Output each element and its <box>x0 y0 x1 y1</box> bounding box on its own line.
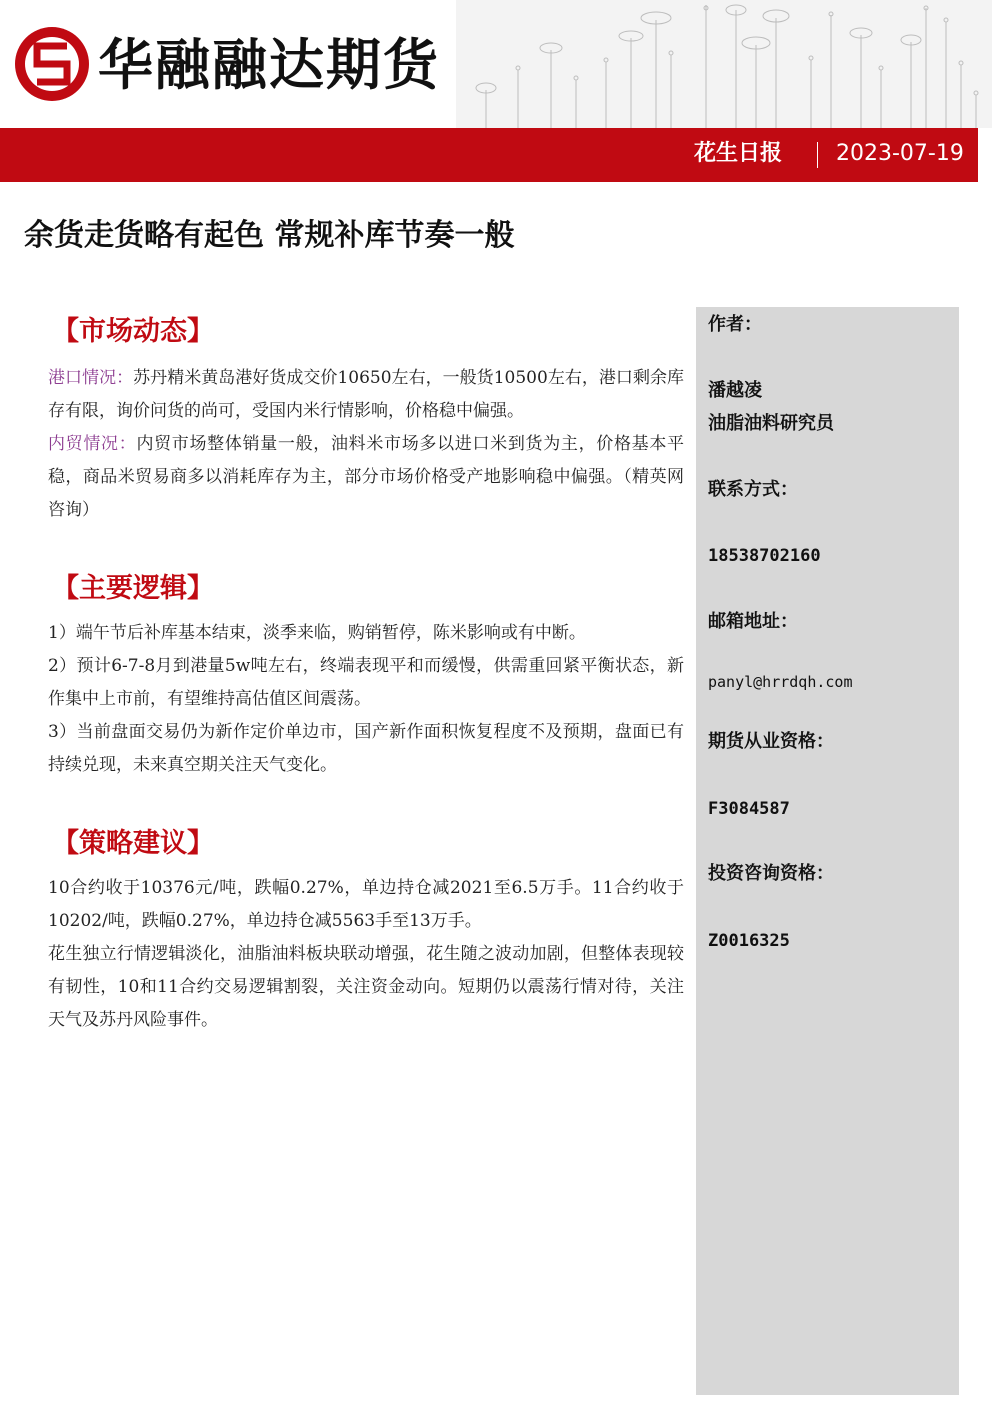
decorative-pattern <box>456 0 992 128</box>
author-sidebar <box>696 307 959 1395</box>
domestic-text: 内贸市场整体销量一般，油料米市场多以进口米到货为主，价格基本平稳，商品米贸易商多以消耗库存为主，部分市场价格受产地影响稳中偏强。（精英网咨询） <box>48 434 685 520</box>
market-port-paragraph <box>48 362 684 428</box>
company-logo-icon <box>12 24 92 104</box>
header-banner <box>0 128 978 182</box>
author-title: 油脂油料研究员 <box>708 413 834 434</box>
advisory-label: 投资咨询资格： <box>708 863 834 884</box>
market-domestic-paragraph <box>48 428 684 527</box>
domestic-label: 内贸情况： <box>48 434 137 454</box>
section-heading-strategy: 【策略建议】 <box>52 828 214 859</box>
port-text: 苏丹精米黄岛港好货成交价10650左右，一般货10500左右，港口剩余库存有限，询价问货的尚可，受国内米行情影响，价格稳中偏强。 <box>48 368 684 421</box>
logic-item: 2）预计6-7-8月到港量5w吨左右，终端表现平和而缓慢，供需重回紧平衡状态，新作集中上市前，有望维持高估值区间震荡。 <box>48 656 684 709</box>
report-header <box>0 0 992 128</box>
main-content <box>48 312 684 1037</box>
company-name: 华融融达期货 <box>98 33 441 97</box>
logic-item: 1）端午节后补库基本结束，淡季来临，购销暂停，陈米影响或有中断。 <box>48 623 586 643</box>
author-name: 潘越凌 <box>708 380 762 401</box>
author-label: 作者： <box>708 314 762 335</box>
banner-divider <box>817 142 818 168</box>
report-date: 2023-07-19 <box>836 141 964 166</box>
strategy-paragraph: 花生独立行情逻辑淡化，油脂油料板块联动增强，花生随之波动加剧，但整体表现较有韧性，10和11合约交易逻辑割裂，关注资金动向。短期仍以震荡行情对待，关注天气及苏丹风险事件。 <box>48 944 684 1030</box>
section-heading-market: 【市场动态】 <box>52 316 214 347</box>
strategy-paragraph: 10合约收于10376元/吨，跌幅0.27%，单边持仓减2021至6.5万手。11合约收于10202/吨，跌幅0.27%，单边持仓减5563手至13万手。 <box>48 878 684 931</box>
license-label: 期货从业资格： <box>708 731 834 752</box>
report-title: 余货走货略有起色 常规补库节奏一般 <box>24 218 515 253</box>
logic-item: 3）当前盘面交易仍为新作定价单边市，国产新作面积恢复程度不及预期，盘面已有持续兑现，未来真空期关注天气变化。 <box>48 722 684 775</box>
phone-number: 18538702160 <box>708 546 821 566</box>
license-number: F3084587 <box>708 799 790 819</box>
contact-label: 联系方式： <box>708 479 798 500</box>
email-address[interactable]: panyl@hrrdqh.com <box>708 673 853 691</box>
section-heading-logic: 【主要逻辑】 <box>52 573 214 604</box>
advisory-number: Z0016325 <box>708 931 790 951</box>
report-name: 花生日报 <box>693 141 782 166</box>
port-label: 港口情况： <box>48 368 134 388</box>
email-label: 邮箱地址： <box>708 611 798 632</box>
